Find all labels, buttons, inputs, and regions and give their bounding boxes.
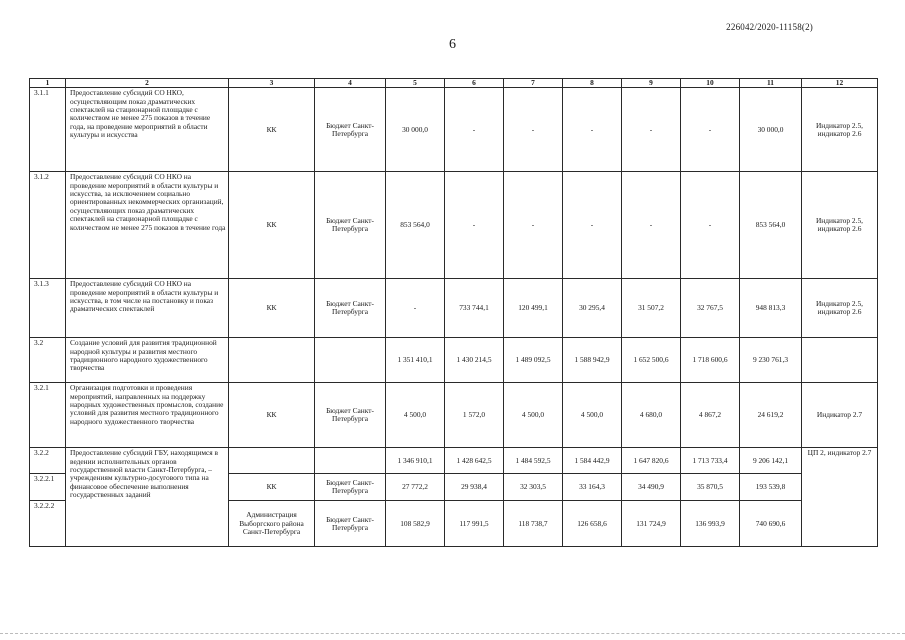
column-number-header: 3 [229, 79, 315, 88]
column-number-header: 10 [681, 79, 740, 88]
executor-cell: КК [229, 383, 315, 448]
indicator-cell: Индикатор 2.5, индикатор 2.6 [802, 88, 878, 172]
table-header-row [30, 79, 878, 88]
amount-cell: - [563, 88, 622, 172]
amount-cell: 1 572,0 [445, 383, 504, 448]
indicator-cell: Индикатор 2.5, индикатор 2.6 [802, 172, 878, 279]
executor-cell [229, 338, 315, 383]
amount-cell: 32 767,5 [681, 279, 740, 338]
row-number: 3.2.2.1 [30, 474, 66, 501]
funding-source-cell [315, 448, 386, 474]
column-number-header: 12 [802, 79, 878, 88]
activity-description: Создание условий для развития традиционной народной культуры и развития местного традиционного народного художественного творчества [66, 338, 229, 383]
column-number-header: 9 [622, 79, 681, 88]
amount-cell: 1 584 442,9 [563, 448, 622, 474]
amount-cell: 35 870,5 [681, 474, 740, 501]
amount-cell: 1 484 592,5 [504, 448, 563, 474]
amount-cell: 1 346 910,1 [386, 448, 445, 474]
funding-source-cell: Бюджет Санкт-Петербурга [315, 172, 386, 279]
amount-cell: 1 430 214,5 [445, 338, 504, 383]
amount-cell: - [504, 88, 563, 172]
amount-cell: 1 718 600,6 [681, 338, 740, 383]
amount-cell: 27 772,2 [386, 474, 445, 501]
row-number: 3.1.2 [30, 172, 66, 279]
amount-cell: - [681, 172, 740, 279]
amount-cell: 1 588 942,9 [563, 338, 622, 383]
indicator-cell [802, 338, 878, 383]
table-row [30, 279, 878, 338]
amount-cell: 853 564,0 [386, 172, 445, 279]
amount-cell: - [622, 172, 681, 279]
amount-cell: 131 724,9 [622, 501, 681, 547]
amount-cell: 120 499,1 [504, 279, 563, 338]
amount-cell: 4 500,0 [504, 383, 563, 448]
executor-cell: КК [229, 88, 315, 172]
table-row [30, 448, 878, 474]
row-number: 3.2.1 [30, 383, 66, 448]
amount-cell: - [681, 88, 740, 172]
row-number: 3.1.1 [30, 88, 66, 172]
row-number: 3.2.2 [30, 448, 66, 474]
table-row [30, 172, 878, 279]
amount-cell: 33 164,3 [563, 474, 622, 501]
amount-cell: - [445, 172, 504, 279]
row-number: 3.2 [30, 338, 66, 383]
amount-cell: - [622, 88, 681, 172]
table-row [30, 338, 878, 383]
column-number-header: 4 [315, 79, 386, 88]
column-number-header: 7 [504, 79, 563, 88]
amount-cell: - [386, 279, 445, 338]
total-cell: 9 206 142,1 [740, 448, 802, 474]
row-number: 3.1.3 [30, 279, 66, 338]
amount-cell: 4 867,2 [681, 383, 740, 448]
document-registration-number: 226042/2020-11158(2) [726, 22, 813, 32]
amount-cell: 1 489 092,5 [504, 338, 563, 383]
column-number-header: 2 [66, 79, 229, 88]
amount-cell: 29 938,4 [445, 474, 504, 501]
row-number: 3.2.2.2 [30, 501, 66, 547]
scan-edge-line [0, 633, 905, 634]
column-number-header: 5 [386, 79, 445, 88]
amount-cell: 4 680,0 [622, 383, 681, 448]
amount-cell: 1 351 410,1 [386, 338, 445, 383]
activity-description: Предоставление субсидий СО НКО, осуществляющим показ драматических спектаклей на стационарной площадке с количеством не менее 275 показов в течение года, на проведение мероприятий в области культуры и искусства [66, 88, 229, 172]
amount-cell: 4 500,0 [563, 383, 622, 448]
amount-cell: 118 738,7 [504, 501, 563, 547]
activity-description: Предоставление субсидий ГБУ, находящимся в ведении исполнительных органов государственной власти Санкт-Петербурга, – учреждениям культурно-досугового типа на финансовое обеспечение выполнения государственных заданий [66, 448, 229, 547]
column-number-header: 6 [445, 79, 504, 88]
activity-description: Предоставление субсидий СО НКО на проведение мероприятий в области культуры и искусства, за исключением социально ориентированных некоммерческих организаций, осуществляющих показ драматических спектаклей на стационарной площадке с количеством не менее 275 показов в течение года [66, 172, 229, 279]
funding-source-cell: Бюджет Санкт-Петербурга [315, 501, 386, 547]
amount-cell: 34 490,9 [622, 474, 681, 501]
funding-source-cell: Бюджет Санкт-Петербурга [315, 279, 386, 338]
total-cell: 853 564,0 [740, 172, 802, 279]
program-activities-table [29, 78, 878, 547]
amount-cell: 4 500,0 [386, 383, 445, 448]
activity-description: Предоставление субсидий СО НКО на проведение мероприятий в области культуры и искусства, в том числе на постановку и показ драматических спектаклей [66, 279, 229, 338]
amount-cell: 30 295,4 [563, 279, 622, 338]
amount-cell: 1 647 820,6 [622, 448, 681, 474]
amount-cell: 31 507,2 [622, 279, 681, 338]
total-cell: 24 619,2 [740, 383, 802, 448]
amount-cell: 136 993,9 [681, 501, 740, 547]
page-number: 6 [449, 37, 456, 52]
column-number-header: 1 [30, 79, 66, 88]
executor-cell: КК [229, 474, 315, 501]
amount-cell: 108 582,9 [386, 501, 445, 547]
amount-cell: - [504, 172, 563, 279]
funding-source-cell [315, 338, 386, 383]
amount-cell: - [563, 172, 622, 279]
indicator-cell: ЦП 2, индикатор 2.7 [802, 448, 878, 547]
funding-source-cell: Бюджет Санкт-Петербурга [315, 88, 386, 172]
total-cell: 948 813,3 [740, 279, 802, 338]
table-row [30, 383, 878, 448]
amount-cell: 30 000,0 [386, 88, 445, 172]
column-number-header: 11 [740, 79, 802, 88]
total-cell: 740 690,6 [740, 501, 802, 547]
amount-cell: 126 658,6 [563, 501, 622, 547]
column-number-header: 8 [563, 79, 622, 88]
executor-cell: КК [229, 172, 315, 279]
amount-cell: 1 713 733,4 [681, 448, 740, 474]
amount-cell: 733 744,1 [445, 279, 504, 338]
executor-cell: КК [229, 279, 315, 338]
total-cell: 9 230 761,3 [740, 338, 802, 383]
amount-cell: 1 652 500,6 [622, 338, 681, 383]
total-cell: 30 000,0 [740, 88, 802, 172]
amount-cell: 117 991,5 [445, 501, 504, 547]
indicator-cell: Индикатор 2.7 [802, 383, 878, 448]
funding-source-cell: Бюджет Санкт-Петербурга [315, 383, 386, 448]
executor-cell: Администрация Выборгского района Санкт-Петербурга [229, 501, 315, 547]
total-cell: 193 539,8 [740, 474, 802, 501]
executor-cell [229, 448, 315, 474]
indicator-cell: Индикатор 2.5, индикатор 2.6 [802, 279, 878, 338]
amount-cell: 1 428 642,5 [445, 448, 504, 474]
funding-source-cell: Бюджет Санкт-Петербурга [315, 474, 386, 501]
amount-cell: 32 303,5 [504, 474, 563, 501]
amount-cell: - [445, 88, 504, 172]
activity-description: Организация подготовки и проведения мероприятий, направленных на поддержку народных художественных промыслов, создание условий для развития местного традиционного народного художественного творчества [66, 383, 229, 448]
table-row [30, 88, 878, 172]
